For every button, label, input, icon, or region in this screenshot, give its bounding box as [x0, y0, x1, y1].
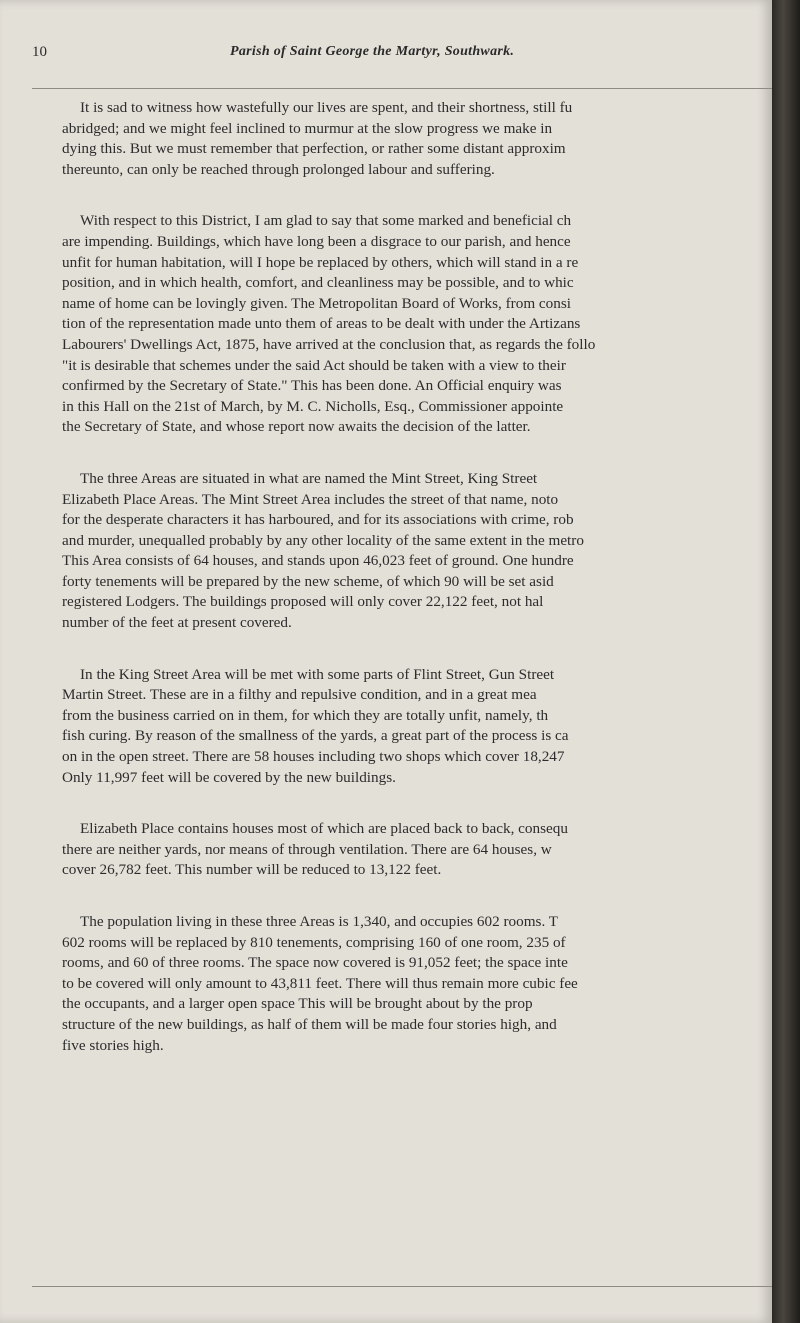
text-line: number of the feet at present covered. — [62, 614, 292, 632]
text-line: on in the open street. There are 58 houses including two shops which cover 18,247 — [62, 748, 565, 766]
text-line: are impending. Buildings, which have long been a disgrace to our parish, and hence — [62, 232, 571, 250]
paragraph-5 — [62, 819, 772, 881]
text-line: 602 rooms will be replaced by 810 tenements, comprising 160 of one room, 235 of — [62, 933, 566, 951]
text-line: The three Areas are situated in what are named the Mint Street, King Street — [80, 469, 538, 487]
paragraph-3 — [62, 469, 772, 634]
page-number: 10 — [32, 44, 47, 60]
text-line: forty tenements will be prepared by the new scheme, of which 90 will be set asid — [62, 572, 554, 590]
text-line: to be covered will only amount to 43,811 feet. There will thus remain more cubic fee — [62, 974, 578, 992]
text-line: tion of the representation made unto them of areas to be dealt with under the Artizans — [62, 315, 581, 333]
text-line: Labourers' Dwellings Act, 1875, have arrived at the conclusion that, as regards the follo — [62, 335, 596, 353]
paragraph-4 — [62, 665, 772, 789]
text-line: name of home can be lovingly given. The Metropolitan Board of Works, from consi — [62, 294, 571, 312]
header-rule — [32, 88, 772, 89]
paragraph-1 — [62, 98, 772, 180]
running-head: Parish of Saint George the Martyr, Southwark. — [230, 44, 515, 59]
text-line: fish curing. By reason of the smallness of the yards, a great part of the process is ca — [62, 727, 569, 745]
text-line: five stories high. — [62, 1036, 164, 1054]
text-line: position, and in which health, comfort, and cleanliness may be possible, and to whic — [62, 274, 574, 292]
text-line: rooms, and 60 of three rooms. The space now covered is 91,052 feet; the space inte — [62, 954, 568, 972]
book-binding-edge — [772, 0, 800, 1323]
text-line: there are neither yards, nor means of through ventilation. There are 64 houses, w — [62, 840, 552, 858]
text-line: With respect to this District, I am glad to say that some marked and beneficial ch — [80, 212, 572, 230]
text-line: and murder, unequalled probably by any other locality of the same extent in the metro — [62, 531, 584, 549]
text-line: structure of the new buildings, as half of them will be made four stories high, and — [62, 1015, 557, 1033]
text-line: Martin Street. These are in a filthy and repulsive condition, and in a great mea — [62, 686, 537, 704]
text-line: registered Lodgers. The buildings proposed will only cover 22,122 feet, not hal — [62, 593, 544, 611]
text-line: In the King Street Area will be met with some parts of Flint Street, Gun Street — [80, 665, 555, 683]
text-line: Only 11,997 feet will be covered by the new buildings. — [62, 768, 396, 786]
text-line: thereunto, can only be reached through prolonged labour and suffering. — [62, 160, 495, 178]
text-line: the Secretary of State, and whose report now awaits the decision of the latter. — [62, 418, 531, 436]
text-line: in this Hall on the 21st of March, by M. C. Nicholls, Esq., Commissioner appointe — [62, 397, 564, 415]
text-line: cover 26,782 feet. This number will be reduced to 13,122 feet. — [62, 861, 442, 879]
body-text — [62, 98, 772, 1278]
text-line: unfit for human habitation, will I hope be replaced by others, which will stand in a re — [62, 253, 579, 271]
text-line: the occupants, and a larger open space This will be brought about by the prop — [62, 995, 533, 1013]
text-line: for the desperate characters it has harboured, and for its associations with crime, rob — [62, 511, 574, 529]
text-line: Elizabeth Place contains houses most of which are placed back to back, consequ — [80, 820, 568, 838]
text-line: The population living in these three Areas is 1,340, and occupies 602 rooms. T — [80, 913, 559, 930]
text-line: Elizabeth Place Areas. The Mint Street Area includes the street of that name, noto — [62, 490, 559, 508]
text-line: from the business carried on in them, for which they are totally unfit, namely, th — [62, 706, 549, 724]
text-line: It is sad to witness how wastefully our lives are spent, and their shortness, still fu — [80, 99, 573, 116]
text-line: dying this. But we must remember that perfection, or rather some distant approxim — [62, 140, 566, 158]
paragraph-6 — [62, 912, 772, 1056]
paragraph-2 — [62, 211, 772, 438]
text-line: "it is desirable that schemes under the said Act should be taken with a view to their — [62, 356, 566, 374]
text-line: confirmed by the Secretary of State." This has been done. An Official enquiry was — [62, 377, 562, 395]
footer-rule — [32, 1286, 772, 1287]
text-line: This Area consists of 64 houses, and stands upon 46,023 feet of ground. One hundre — [62, 552, 574, 570]
text-line: abridged; and we might feel inclined to murmur at the slow progress we make in — [62, 119, 553, 137]
